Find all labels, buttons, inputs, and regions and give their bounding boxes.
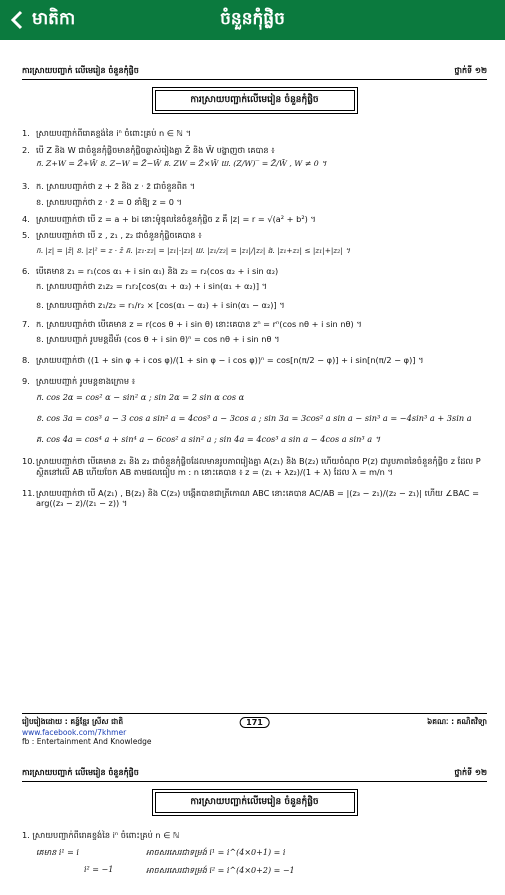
page-header: ការស្រាយបញ្ជាក់ លើមេរៀន ចំនួនកុំផ្លិច ថ្នាក់ទី ១២ bbox=[22, 767, 487, 782]
contents-link[interactable]: មាតិកា bbox=[32, 8, 76, 29]
list-item: ក. ស្រាយបញ្ជាក់ថា z₁z₂ = r₁r₂[cos(α₁ + α₂) + i sin(α₁ + α₂)] ។ bbox=[36, 281, 268, 292]
back-button[interactable] bbox=[6, 9, 28, 31]
list-item: ក. |z| = |z̄| ខ. |z|² = z · z̄ គ. |z₁·z₂| = |z₁|·|z₂| ឃ. |z₁/z₂| = |z₁|/|z₂| ង. |z₁+z₂| ≤ |z₁|+|z₂| ។ bbox=[36, 246, 350, 256]
list-item: 4. ស្រាយបញ្ជាក់ថា បើ z = a + bi នោះម៉ូឌុលនៃចំនួនកុំផ្លិច z គឺ |z| = r = √(a² + b²) ។ bbox=[22, 213, 316, 224]
section-title-box: ការស្រាយបញ្ជាក់លើមេរៀន ចំនួនកុំផ្លិច bbox=[152, 87, 358, 114]
list-item: 1. ស្រាយបញ្ជាក់ពីរោគខ្ទង់នៃ iⁿ ចំពោះគ្រប់ n ∈ ℕ bbox=[22, 830, 180, 840]
list-item: 6. បើគេមាន z₁ = r₁(cos α₁ + i sin α₁) និង z₂ = r₂(cos α₂ + i sin α₂) bbox=[22, 265, 279, 276]
list-item: ខ. ស្រាយបញ្ជាក់ថា z₁/z₂ = r₁/r₂ × [cos(α₁ − α₂) + i sin(α₁ − α₂)] ។ bbox=[36, 300, 285, 310]
list-item: 1. ស្រាយបញ្ជាក់ពីរោគខ្ទង់នៃ iⁿ ចំពោះគ្រប់ n ∈ ℕ ។ bbox=[22, 128, 192, 138]
list-item: 3. ក. ស្រាយបញ្ជាក់ថា z + z̄ និង z · z̄ ជាចំនួនពិត ។ bbox=[22, 181, 196, 192]
list-item: ខ. cos 3a = cos³ a − 3 cos a sin² a = 4cos³ a − 3cos a ; sin 3a = 3cos² a sin a − sin³ a = −4sin³ a + 3sin a bbox=[36, 412, 472, 423]
list-item: 5. ស្រាយបញ្ជាក់ថា បើ z , z₁ , z₂ ជាចំនួនកុំផ្លិចគេបាន ៖ bbox=[22, 230, 202, 241]
document-page bbox=[22, 767, 487, 877]
list-item: ខ. ស្រាយបញ្ជាក់ថា z · z̄ = 0 នាំឱ្យ z = 0 ។ bbox=[36, 197, 182, 208]
facebook-page-label: fb : Entertainment And Knowledge bbox=[22, 737, 152, 746]
page-footer: រៀបរៀងដោយ : គន្ធ៍ខ្មែរ ស្រីស ជាតិ 171 ៦គណៈ : គណិតវិទ្យា www.facebook.com/7khmer fb : Entertainment And Knowledge bbox=[22, 717, 487, 746]
list-item: 10. ស្រាយបញ្ជាក់ថា បើគេមាន z₁ និង z₂ ជាចំនួនកុំផ្លិចដែលមានរូបភាពរៀងគ្នា A(z₁) និង B(z₂) ហើយចំណុច P(z) ជារូបភាពនៃចំនួនកុំផ្លិច z ដែល P ស្ថិតនៅលើ AB ហើយចែក AB តាមផលធៀប m : n នោះគេបាន ៖ z = (z₁ + λz₂)/(1 + λ) ដែល λ = m/n ។ bbox=[22, 456, 481, 477]
footer-divider bbox=[22, 713, 487, 714]
list-item: i² = −1 អាចសរសេរជាទម្រង់ i² = i^(4×0+2) = −1 bbox=[84, 864, 295, 875]
page-number: 171 bbox=[239, 717, 270, 728]
page-header: ការស្រាយបញ្ជាក់ លើមេរៀន ចំនួនកុំផ្លិច ថ្នាក់ទី ១២ bbox=[22, 65, 487, 80]
chevron-left-icon bbox=[10, 10, 24, 30]
list-item: ក. Z+W = Z̄+W̄ ខ. Z−W = Z̄−W̄ គ. ZW = Z̄×W̄ ឃ. (Z/W)‾ = Z̄/W̄ , W ≠ 0 ។ bbox=[36, 159, 327, 169]
app-bar bbox=[0, 0, 505, 40]
problem-list bbox=[22, 128, 487, 509]
list-item: 9. ស្រាយបញ្ជាក់ រូបមន្តខាងក្រោម ៖ bbox=[22, 375, 136, 386]
page-title: ចំនួនកុំផ្លិច bbox=[220, 8, 285, 29]
section-title-box: ការស្រាយបញ្ជាក់លើមេរៀន ចំនួនកុំផ្លិច bbox=[152, 789, 358, 816]
document-page bbox=[22, 65, 487, 746]
list-item: ក. cos 2α = cos² α − sin² α ; sin 2α = 2 sin α cos α bbox=[36, 392, 245, 403]
list-item: គេមាន i¹ = i អាចសរសេរជាទម្រង់ i¹ = i^(4×0+1) = i bbox=[36, 847, 286, 857]
facebook-link[interactable]: www.facebook.com/7khmer bbox=[22, 728, 127, 737]
list-item: 7. ក. ស្រាយបញ្ជាក់ថា បើគេមាន z = r(cos θ + i sin θ) នោះគេបាន zⁿ = rⁿ(cos nθ + i sin nθ) ។ bbox=[22, 318, 362, 329]
list-item: ខ. ស្រាយបញ្ជាក់ រូបមន្តដឺម័រ (cos θ + i sin θ)ⁿ = cos nθ + i sin nθ ។ bbox=[36, 334, 280, 345]
list-item: 11. ស្រាយបញ្ជាក់ថា បើ A(z₁) , B(z₂) និង C(z₃) បង្កើតបានជាត្រីកោណ ABC នោះគេបាន AC/AB = |(z₃ − z₁)/(z₂ − z₁)| ហើយ ∠BAC = arg((z₃ − z)/(z₁ − z)) ។ bbox=[22, 487, 479, 509]
list-item: 2. បើ Z និង W ជាចំនួនកុំផ្លិចមាន​កុំផ្លិចឆ្លាស់រៀងគ្នា Z̄ និង W̄ បង្ហាញថា គេបាន ៖ bbox=[22, 144, 275, 155]
document-view[interactable] bbox=[0, 40, 505, 895]
list-item: 8. ស្រាយបញ្ជាក់ថា ((1 + sin φ + i cos φ)/(1 + sin φ − i cos φ))ⁿ = cos[n(π/2 − φ)] + i sin[n(π/2 − φ)] ។ bbox=[22, 354, 424, 365]
list-item: គ. cos 4a = cos⁴ a + sin⁴ a − 6cos² a sin² a ; sin 4a = 4cos³ a sin a − 4cos a sin³ a ។ bbox=[36, 433, 381, 444]
